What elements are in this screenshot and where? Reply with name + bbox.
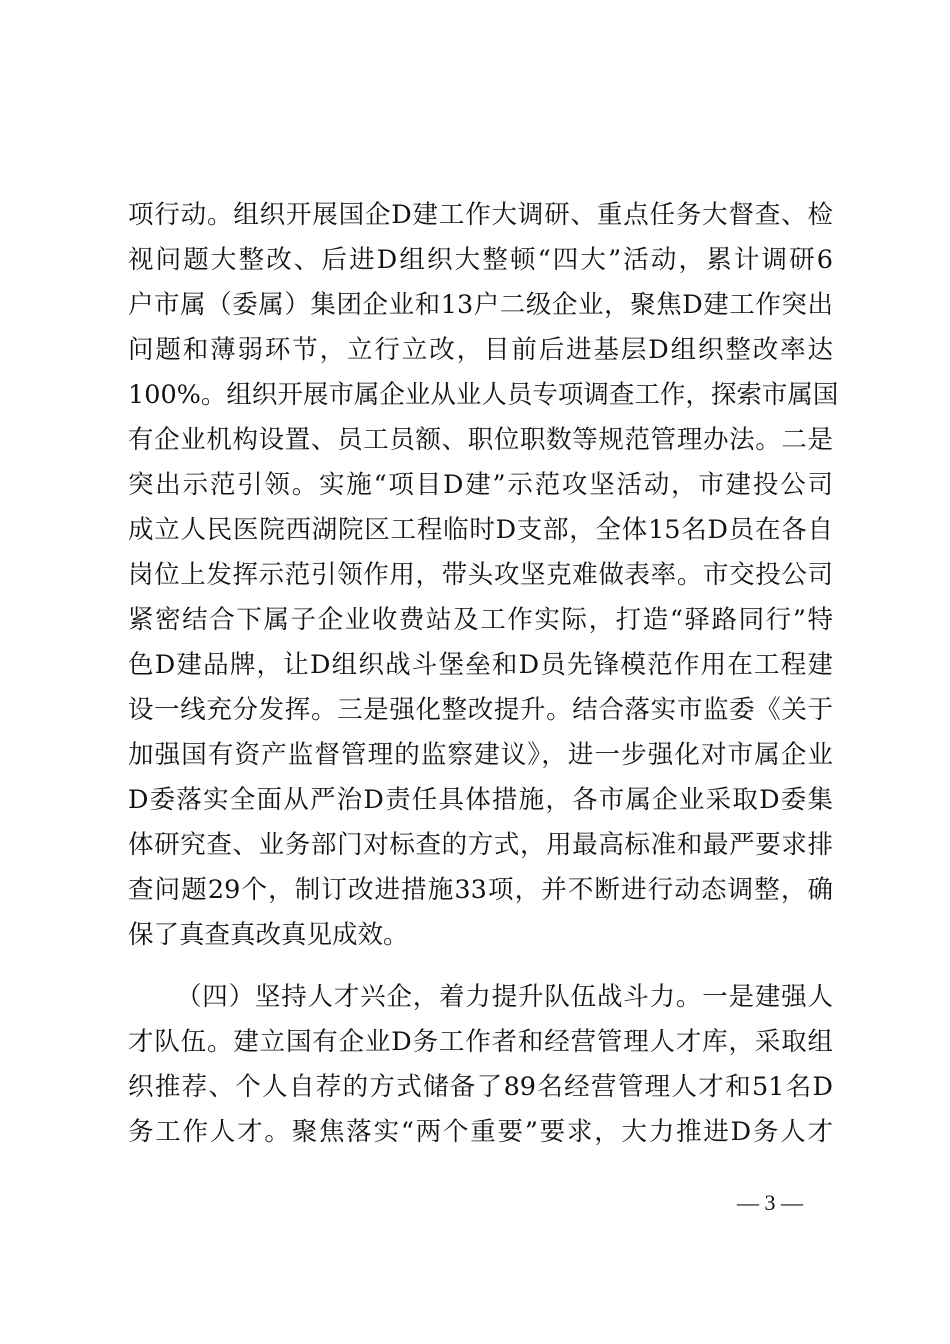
text-line: 项行动。组织开展国企D建工作大调研、重点任务大督查、检 [128, 200, 833, 230]
text-line: 设一线充分发挥。三是强化整改提升。结合落实市监委《关于 [128, 695, 833, 725]
text-line: 才队伍。建立国有企业D务工作者和经营管理人才库，采取组 [128, 1027, 833, 1057]
section-heading-line: （四）坚持人才兴企，着力提升队伍战斗力。一是建强人 [176, 982, 833, 1012]
text-line: 成立人民医院西湖院区工程临时D支部，全体15名D员在各自 [128, 515, 833, 545]
text-line: D委落实全面从严治D责任具体措施，各市属企业采取D委集 [128, 785, 833, 815]
text-line: 紧密结合下属子企业收费站及工作实际，打造“驿路同行”特 [128, 605, 833, 635]
text-line: 保了真查真改真见成效。 [128, 920, 409, 950]
text-line: 视问题大整改、后进D组织大整顿“四大”活动，累计调研6 [128, 245, 833, 275]
text-line: 查问题29个，制订改进措施33项，并不断进行动态调整，确 [128, 875, 833, 905]
page-number: — 3 — [737, 1190, 803, 1215]
text-line: 色D建品牌，让D组织战斗堡垒和D员先锋模范作用在工程建 [128, 650, 833, 680]
text-line: 岗位上发挥示范引领作用，带头攻坚克难做表率。市交投公司 [128, 560, 833, 590]
text-line: 100%。组织开展市属企业从业人员专项调查工作，探索市属国 [128, 380, 839, 410]
text-line: 织推荐、个人自荐的方式储备了89名经营管理人才和51名D [128, 1072, 833, 1102]
text-line: 户市属（委属）集团企业和13户二级企业，聚焦D建工作突出 [128, 290, 833, 320]
text-line: 问题和薄弱环节，立行立改，目前后进基层D组织整改率达 [128, 335, 833, 365]
text-line: 有企业机构设置、员工员额、职位职数等规范管理办法。二是 [128, 425, 833, 455]
text-line: 加强国有资产监督管理的监察建议》，进一步强化对市属企业 [128, 740, 833, 770]
text-line: 务工作人才。聚焦落实“两个重要”要求，大力推进D务人才 [128, 1117, 833, 1147]
text-line: 突出示范引领。实施“项目D建”示范攻坚活动，市建投公司 [128, 470, 833, 500]
text-line: 体研究查、业务部门对标查的方式，用最高标准和最严要求排 [128, 830, 833, 860]
